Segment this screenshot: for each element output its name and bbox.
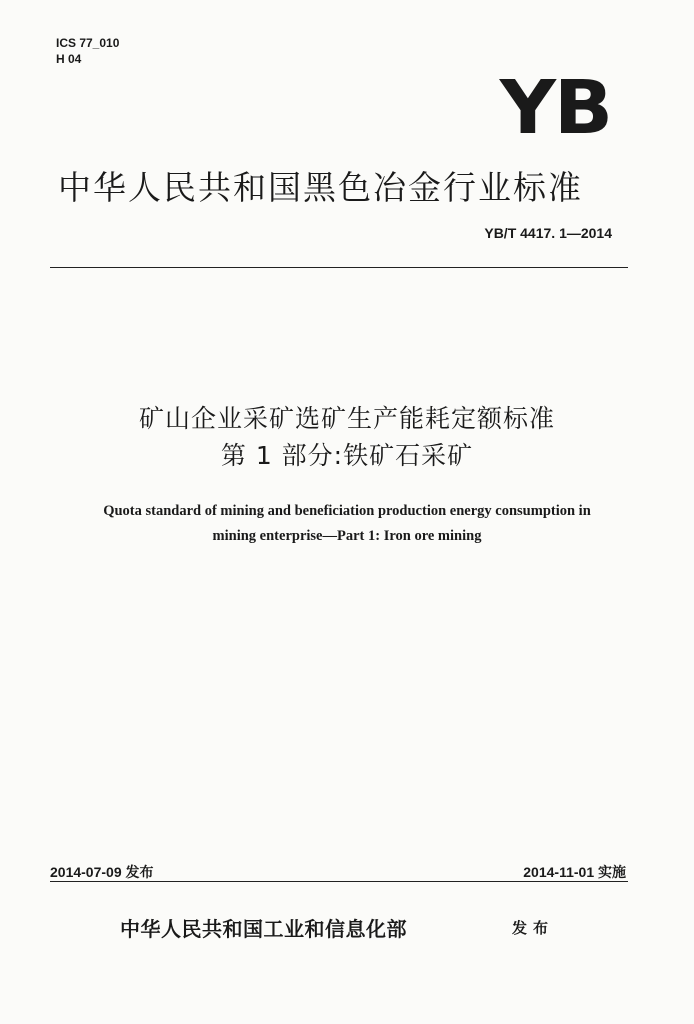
chinese-title-line-2: 第 1 部分:铁矿石采矿 bbox=[220, 441, 474, 470]
standard-number: YB/T 4417. 1—2014 bbox=[484, 225, 612, 241]
ccs-code: H 04 bbox=[56, 52, 82, 66]
header-divider bbox=[50, 267, 628, 268]
issue-label: 发布 bbox=[512, 919, 555, 937]
chinese-title-line-1: 矿山企业采矿选矿生产能耗定额标准 bbox=[138, 404, 555, 433]
chinese-title bbox=[0, 400, 694, 474]
classification-codes bbox=[56, 35, 119, 67]
publish-date: 2014-07-09 发布 bbox=[50, 864, 154, 880]
english-title-line-1: Quota standard of mining and beneficiation production energy consumption in bbox=[103, 503, 591, 519]
yb-logo: YB bbox=[499, 65, 611, 151]
industry-standard-title: 中华人民共和国黑色冶金行业标准 bbox=[58, 168, 583, 207]
ics-code: ICS 77_010 bbox=[56, 36, 120, 50]
english-title-line-2: mining enterprise—Part 1: Iron ore mining bbox=[212, 528, 482, 544]
implement-date: 2014-11-01 实施 bbox=[523, 864, 626, 880]
issuing-authority: 中华人民共和国工业和信息化部 bbox=[120, 917, 407, 941]
english-title bbox=[40, 499, 654, 549]
footer-divider bbox=[50, 881, 628, 882]
